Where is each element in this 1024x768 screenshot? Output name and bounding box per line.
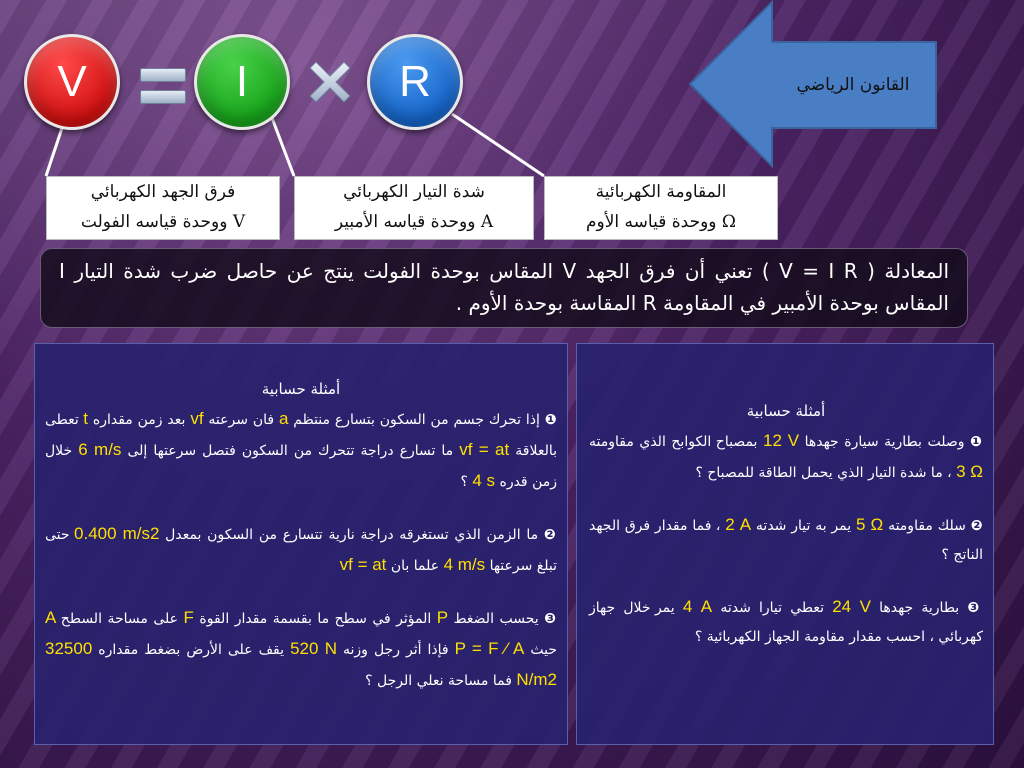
arrow-label: القانون الرياضي [796, 75, 910, 95]
equals-sign-top [140, 68, 186, 82]
examples-panel-left [34, 343, 568, 745]
resistance-definition-line2: ووحدة قياسه الأوم Ω [585, 212, 736, 232]
voltage-definition-line1: فرق الجهد الكهربائي [90, 182, 236, 202]
current-definition-line1: شدة التيار الكهربائي [343, 182, 485, 202]
voltage-definition-line2: ووحدة قياسه الفولت V [80, 212, 246, 232]
right-question-1: ❶ وصلت بطارية سيارة جهدها 12 V بمصباح الكوابح الذي مقاومته 3 Ω ، ما شدة التيار الذي يحمل الطاقة للمصباح ؟ [589, 431, 983, 481]
voltage-circle [24, 34, 120, 130]
current-definition-box [294, 176, 534, 240]
current-letter: I [235, 57, 249, 106]
resistance-letter: R [399, 57, 431, 106]
examples-panel-right [576, 343, 994, 745]
equals-sign-bottom [140, 90, 186, 104]
examples-heading-left: أمثلة حسابية [261, 380, 341, 398]
equation-explanation: المعادلة ( V = I R ) تعني أن فرق الجهد V المقاس بوحدة الفولت ينتج عن حاصل ضرب شدة التيار I المقاس بوحدة الأمبير في المقاومة R المقاسة بوحدة الأوم . [40, 248, 968, 328]
voltage-letter: V [57, 57, 87, 106]
left-question-2: ❷ ما الزمن الذي تستغرقه دراجة نارية تتسارع من السكون بمعدل 0.400 m/s2 حتى تبلغ سرعتها 4 m/s علما بان vf = at [45, 524, 558, 574]
resistance-definition-line1: المقاومة الكهربائية [595, 182, 727, 202]
left-question-3: ❸ يحسب الضغط P المؤثر في سطح ما بقسمة مقدار القوة F على مساحة السطح A حيث P = F ⁄ A فإذا أثر رجل وزنه 520 N يقف على الأرض بضغط مقداره 32500 N/m2 فما مساحة نعلي الرجل ؟ [45, 608, 558, 689]
voltage-definition-box [46, 176, 280, 240]
current-definition-line2: ووحدة قياسه الأمبير A [334, 212, 494, 232]
right-question-2: ❷ سلك مقاومته 5 Ω يمر به تيار شدته 2 A ، فما مقدار فرق الجهد الناتج ؟ [589, 515, 983, 563]
right-question-3: ❸ بطارية جهدها 24 V تعطي تيارا شدته 4 A يمر خلال جهاز كهربائي ، احسب مقدار مقاومة الجهاز الكهربائية ؟ [589, 597, 983, 645]
left-question-1: ❶ إذا تحرك جسم من السكون بتسارع منتظم a فان سرعته vf بعد زمن مقداره t تعطى بالعلاقة vf = at ما تسارع دراجة تتحرك من السكون فتصل سرعتها إلى 6 m/s خلال زمن قدره 4 s ؟ [45, 409, 558, 490]
resistance-definition-box [544, 176, 778, 240]
examples-heading-right: أمثلة حسابية [746, 402, 826, 420]
multiply-icon [308, 60, 352, 104]
current-circle [194, 34, 290, 130]
resistance-circle [367, 34, 463, 130]
